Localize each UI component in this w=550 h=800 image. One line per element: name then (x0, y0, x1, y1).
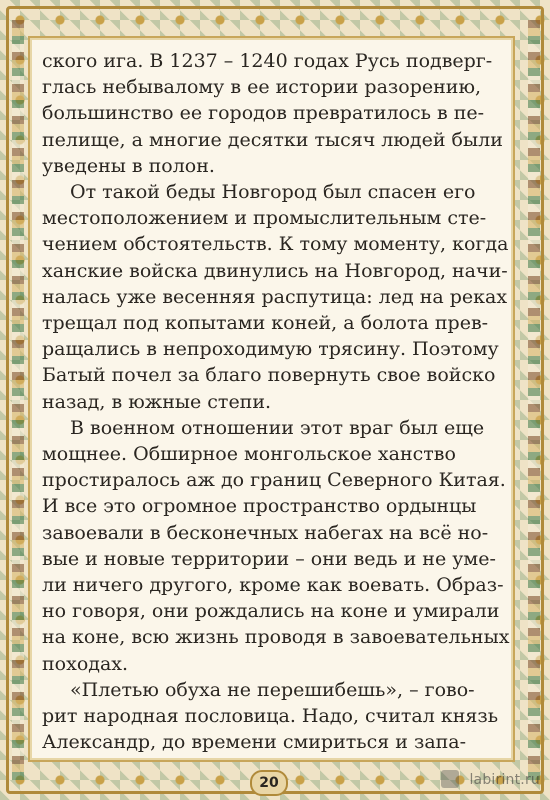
page-content-area (28, 36, 515, 762)
text-line: ращались в непроходимую трясину. Поэтому (42, 338, 499, 361)
paragraph-4 (42, 677, 504, 756)
text-line: От такой беды Новгород был спасен его (70, 181, 476, 204)
text-line: рит народная пословица. Надо, считал князь (42, 705, 499, 728)
labirint-logo-icon (441, 770, 459, 788)
text-line: глась небывалому в ее истории разорению, (42, 76, 482, 99)
text-line: простиралось аж до границ Северного Китая. (42, 469, 506, 492)
paragraph-3 (42, 415, 510, 677)
text-line: В военном отношении этот враг был еще (70, 416, 485, 439)
text-line: И все это огромное пространство ордынцы (42, 495, 477, 518)
page-footer (0, 760, 550, 800)
document-text (42, 48, 510, 755)
text-line: ханские войска двинулись на Новгород, начи- (42, 259, 508, 282)
text-line: но говоря, они рождались на коне и умирали (42, 600, 500, 623)
page-number-badge: 20 (250, 770, 288, 796)
text-line: пелище, а многие десятки тысяч людей были (42, 128, 503, 151)
watermark-text: labirint.ru (469, 772, 540, 788)
right-ornament-border (528, 20, 540, 780)
paragraph-1 (42, 48, 504, 179)
text-line: на коне, всю жизнь проводя в завоевательных (42, 626, 510, 649)
text-line: ского ига. В 1237 – 1240 годах Русь подверг- (42, 50, 493, 72)
text-line: вые и новые территории – они ведь и не уме- (42, 547, 496, 570)
left-ornament-border (12, 20, 24, 780)
text-line: чением обстоятельств. К тому моменту, когда (42, 233, 509, 256)
text-line: трещал под копытами коней, а болота прев- (42, 312, 489, 335)
text-line: «Плетью обуха не перешибешь», – гово- (70, 678, 475, 701)
text-line: Александр, до времени смириться и запа- (42, 731, 467, 754)
paragraph-2 (42, 179, 509, 415)
text-line: назад, в южные степи. (42, 390, 272, 413)
text-line: большинство ее городов превратилось в пе- (42, 102, 485, 125)
text-line: походах. (42, 652, 129, 675)
watermark (441, 770, 540, 788)
text-line: мощнее. Обширное монгольское ханство (42, 443, 456, 466)
text-line: Батый почел за благо повернуть свое войско (42, 364, 496, 387)
text-line: налась уже весенняя распутица: лед на реках (42, 285, 508, 308)
text-line: ли ничего другого, кроме как воевать. Образ- (42, 574, 504, 597)
text-line: местоположением и промыслительным сте- (42, 207, 487, 230)
text-line: завоевали в бесконечных набегах на всё но- (42, 521, 489, 544)
text-line: уведены в полон. (42, 154, 215, 177)
